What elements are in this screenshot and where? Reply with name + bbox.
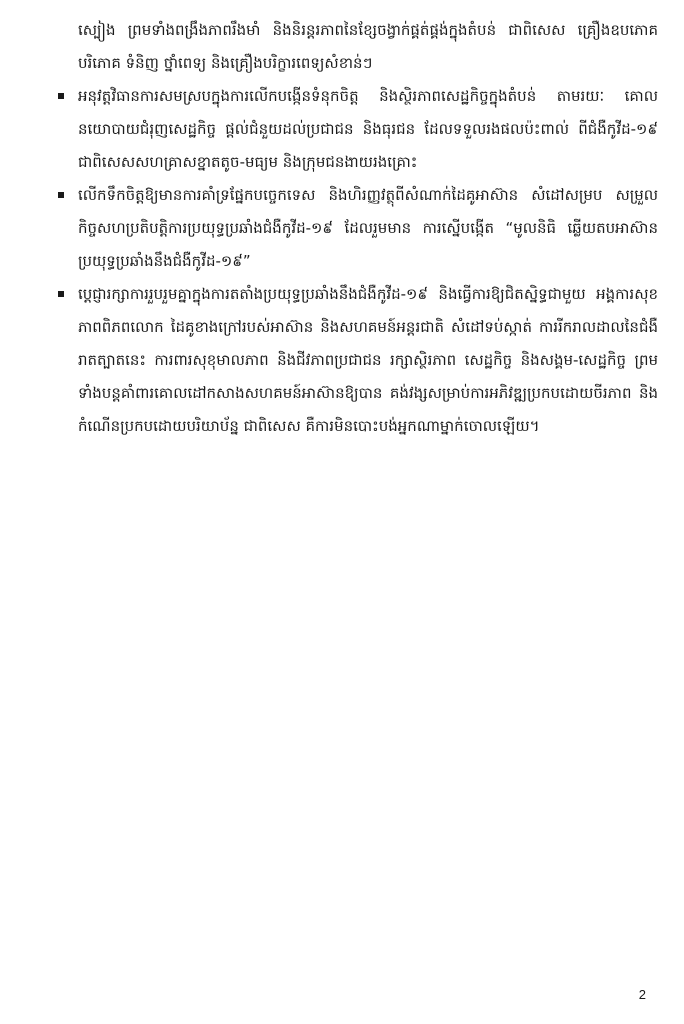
square-bullet-icon xyxy=(58,291,64,297)
bullet-list xyxy=(58,80,658,443)
bullet-item-2 xyxy=(58,179,658,278)
bullet-item-1 xyxy=(58,80,658,179)
intro-paragraph: ស្បៀង ព្រមទាំងពង្រឹងភាពរឹងមាំ និងនិរន្តរភាពនៃខ្សែចង្វាក់ផ្គត់ផ្គង់ក្នុងតំបន់ ជាពិសេស គ្រឿងឧបភោគបរិភោគ ទំនិញ ថ្នាំពេទ្យ និងគ្រឿងបរិក្ខារពេទ្យសំខាន់ៗ xyxy=(78,21,658,72)
square-bullet-icon xyxy=(58,192,64,198)
page-number: 2 xyxy=(638,987,646,1002)
bullet-text: លើកទឹកចិត្តឱ្យមានការគាំទ្រផ្នែកបច្ចេកទេស និងហិរញ្ញវត្ថុពីសំណាក់ដៃគូអាស៊ាន សំដៅសម្រប សម្រួលកិច្ចសហប្រតិបត្តិការប្រយុទ្ធប្រឆាំងជំងឺកូវីដ-១៩ ដែលរួមមាន ការស្នើបង្កើត “មូលនិធិ ឆ្លើយតបអាស៊ានប្រយុទ្ធប្រឆាំងនឹងជំងឺកូវីដ-១៩” xyxy=(78,186,658,270)
bullet-text: អនុវត្តវិធានការសមស្របក្នុងការលើកបង្កើនទំនុកចិត្ត និងស្ថិរភាពសេដ្ឋកិច្ចក្នុងតំបន់ តាមរយៈ គោលនយោបាយជំរុញសេដ្ឋកិច្ច ផ្តល់ជំនួយដល់ប្រជាជន និងធុរជន ដែលទទួលរងផលប៉ះពាល់ ពីជំងឺកូវីដ-១៩ ជាពិសេសសហគ្រាសខ្នាតតូច-មធ្យម និងក្រុមជនងាយរងគ្រោះ xyxy=(78,87,658,171)
document-body xyxy=(58,14,658,443)
square-bullet-icon xyxy=(58,93,64,99)
bullet-text: ប្តេជ្ញារក្សាការរួបរួមគ្នាក្នុងការតតាំងប្រយុទ្ធប្រឆាំងនឹងជំងឺកូវីដ-១៩ និងធ្វើការឱ្យជិតស្និទ្ធជាមួយ អង្គការសុខភាពពិភពលោក ដៃគូខាងក្រៅរបស់អាស៊ាន និងសហគមន៍អន្តរជាតិ សំដៅទប់ស្កាត់ ការរីករាលដាលនៃជំងឺរាតត្បាតនេះ ការពារសុខុមាលភាព និងជីវភាពប្រជាជន រក្សាស្ថិរភាព សេដ្ឋកិច្ច និងសង្គម-សេដ្ឋកិច្ច ព្រមទាំងបន្តគាំពារគោលដៅកសាងសហគមន៍អាស៊ានឱ្យបាន គង់វង្សសម្រាប់ការអភិវឌ្ឍប្រកបដោយចីរភាព និងកំណើនប្រកបដោយបរិយាប័ន្ន ជាពិសេស គឺការមិនបោះបង់អ្នកណាម្នាក់ចោលឡើយ។ xyxy=(78,285,658,435)
bullet-item-3 xyxy=(58,278,658,443)
